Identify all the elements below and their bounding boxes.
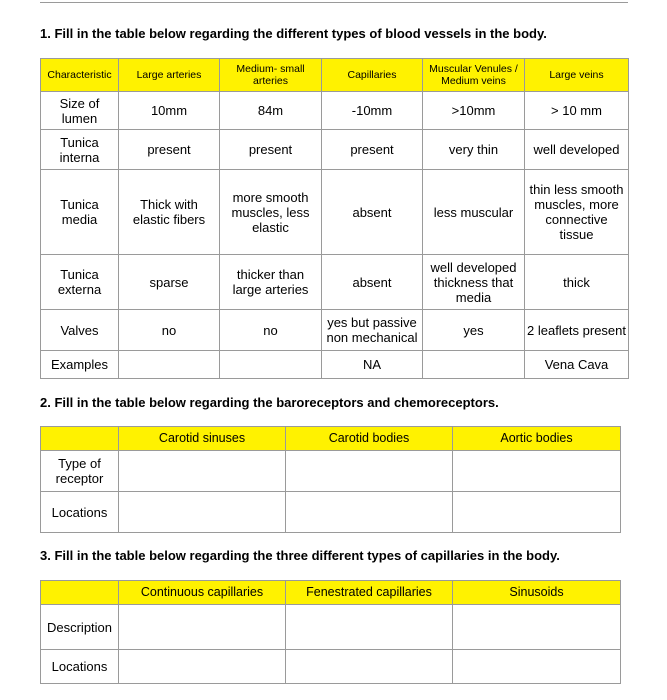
column-header: Large arteries xyxy=(119,59,220,92)
table-cell: no xyxy=(119,310,220,351)
answer-cell[interactable] xyxy=(286,451,453,492)
table-cell: thin less smooth muscles, more connective tissue xyxy=(525,170,629,255)
table-cell: present xyxy=(220,130,322,170)
column-header: Aortic bodies xyxy=(453,427,621,451)
table-cell: absent xyxy=(322,255,423,310)
row-label: Type of receptor xyxy=(41,451,119,492)
table-header-row xyxy=(41,581,621,605)
table-cell: 84m xyxy=(220,92,322,130)
table-cell: more smooth muscles, less elastic xyxy=(220,170,322,255)
table-cell: thicker than large arteries xyxy=(220,255,322,310)
answer-cell[interactable] xyxy=(453,492,621,533)
table-cell xyxy=(220,351,322,379)
answer-cell[interactable] xyxy=(119,650,286,684)
table-row xyxy=(41,255,629,310)
table-cell: 10mm xyxy=(119,92,220,130)
column-header: Carotid sinuses xyxy=(119,427,286,451)
answer-cell[interactable] xyxy=(119,492,286,533)
row-label: Description xyxy=(41,605,119,650)
table-row xyxy=(41,351,629,379)
table-header-row xyxy=(41,59,629,92)
column-header: Muscular Venules / Medium veins xyxy=(423,59,525,92)
table-cell: present xyxy=(119,130,220,170)
receptors-table xyxy=(40,426,621,533)
table-row xyxy=(41,170,629,255)
answer-cell[interactable] xyxy=(286,605,453,650)
table-cell: NA xyxy=(322,351,423,379)
top-divider xyxy=(40,2,628,3)
question-3-heading: 3. Fill in the table below regarding the three different types of capillaries in the body. xyxy=(40,548,560,563)
table-cell: well developed thickness that media xyxy=(423,255,525,310)
answer-cell[interactable] xyxy=(119,605,286,650)
table-cell: > 10 mm xyxy=(525,92,629,130)
question-1-heading: 1. Fill in the table below regarding the different types of blood vessels in the body. xyxy=(40,26,547,41)
table-row xyxy=(41,451,621,492)
table-cell: 2 leaflets present xyxy=(525,310,629,351)
table-header-row xyxy=(41,427,621,451)
column-header: Sinusoids xyxy=(453,581,621,605)
answer-cell[interactable] xyxy=(453,605,621,650)
row-label: Tunica interna xyxy=(41,130,119,170)
table-cell xyxy=(119,351,220,379)
column-header: Medium- small arteries xyxy=(220,59,322,92)
table-cell: absent xyxy=(322,170,423,255)
capillaries-table xyxy=(40,580,621,684)
row-label: Locations xyxy=(41,492,119,533)
column-header xyxy=(41,581,119,605)
column-header: Continuous capillaries xyxy=(119,581,286,605)
row-label: Examples xyxy=(41,351,119,379)
table-row xyxy=(41,130,629,170)
answer-cell[interactable] xyxy=(286,650,453,684)
table-cell: yes xyxy=(423,310,525,351)
row-label: Tunica media xyxy=(41,170,119,255)
table-row xyxy=(41,605,621,650)
table-cell: well developed xyxy=(525,130,629,170)
table-cell: yes but passive non mechanical xyxy=(322,310,423,351)
table-cell: less muscular xyxy=(423,170,525,255)
column-header: Capillaries xyxy=(322,59,423,92)
table-row xyxy=(41,650,621,684)
table-row xyxy=(41,492,621,533)
table-row xyxy=(41,310,629,351)
table-row xyxy=(41,92,629,130)
table-cell: >10mm xyxy=(423,92,525,130)
row-label: Valves xyxy=(41,310,119,351)
table-cell: Vena Cava xyxy=(525,351,629,379)
answer-cell[interactable] xyxy=(453,451,621,492)
answer-cell[interactable] xyxy=(119,451,286,492)
table-cell: present xyxy=(322,130,423,170)
blood-vessels-table xyxy=(40,58,629,379)
column-header: Fenestrated capillaries xyxy=(286,581,453,605)
table-cell: very thin xyxy=(423,130,525,170)
column-header: Carotid bodies xyxy=(286,427,453,451)
question-2-heading: 2. Fill in the table below regarding the baroreceptors and chemoreceptors. xyxy=(40,395,499,410)
row-label: Tunica externa xyxy=(41,255,119,310)
answer-cell[interactable] xyxy=(453,650,621,684)
row-label: Locations xyxy=(41,650,119,684)
column-header xyxy=(41,427,119,451)
table-cell: no xyxy=(220,310,322,351)
table-cell: Thick with elastic fibers xyxy=(119,170,220,255)
column-header: Characteristic xyxy=(41,59,119,92)
table-cell: -10mm xyxy=(322,92,423,130)
table-cell: thick xyxy=(525,255,629,310)
answer-cell[interactable] xyxy=(286,492,453,533)
table-cell xyxy=(423,351,525,379)
table-cell: sparse xyxy=(119,255,220,310)
column-header: Large veins xyxy=(525,59,629,92)
row-label: Size of lumen xyxy=(41,92,119,130)
